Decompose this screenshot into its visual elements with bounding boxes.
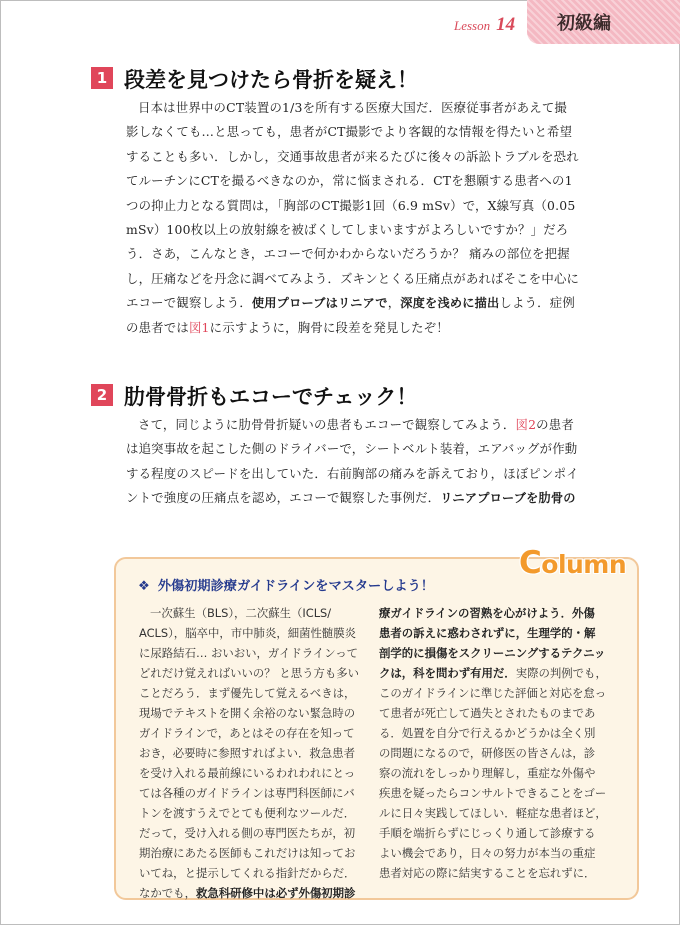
section-2-body bbox=[126, 413, 636, 511]
column-line: 手順を端折らずにじっくり通して診療する bbox=[379, 826, 596, 840]
body-line: することも多い．しかし，交通事故患者が来るたびに後々の訴訟トラブルを恐れ bbox=[126, 148, 579, 164]
column-line: 期治療にあたる医師もこれだけは知ってお bbox=[139, 846, 356, 860]
body-line: する程度のスピードを出していた．右前胸部の痛みを訴えており，ほぼピンポイ bbox=[126, 465, 579, 481]
section-2-number: 2 bbox=[91, 384, 113, 406]
section-1-body bbox=[126, 96, 636, 340]
body-line: 日本は世界中のCT装置の1/3を所有する医療大国だ．医療従事者があえて撮 bbox=[138, 100, 567, 115]
column-line: いてね，と提示してくれる指針だからだ． bbox=[139, 866, 356, 880]
body-line: し，圧痛などを丹念に調べてみよう．ズキンとくる圧痛点があればそこを中心に bbox=[126, 270, 580, 286]
emphasis-text: 使用プローブはリニアで bbox=[251, 296, 388, 311]
body-line: エコーで観察しよう．使用プローブはリニアで，深度を浅めに描出しよう．症例 bbox=[126, 295, 575, 311]
column-line: ルに日々実践してほしい．軽症な患者ほど， bbox=[379, 806, 607, 820]
body-line: てルーチンにCTを撮るべきなのか，常に悩まされる．CTを懇願する患者への1 bbox=[126, 173, 573, 189]
column-line: ことだろう．まず優先して覚えるべきは， bbox=[139, 686, 356, 700]
body-line: う．さあ，こんなとき，エコーで何かわからないだろうか？ 痛みの部位を把握 bbox=[126, 246, 570, 262]
body-line: の患者では図1に示すように，胸骨に段差を発見したぞ！ bbox=[126, 319, 449, 335]
column-line: おき，必要時に参照すればよい．救急患者 bbox=[139, 746, 355, 760]
section-2-title: 肋骨骨折もエコーでチェック！ bbox=[124, 385, 418, 409]
column-line: どれだけ覚えればいいの？ と思う方も多い bbox=[139, 666, 360, 680]
column-line: 患者対応の際に結実することを忘れずに． bbox=[379, 866, 596, 880]
column-line: を受け入れる最前線にいるわれわれにとっ bbox=[139, 766, 356, 780]
body-line: 影しなくても…と思っても，患者がCT撮影でより客観的な情報を得たいと希望 bbox=[126, 124, 573, 140]
column-left-text bbox=[139, 603, 379, 903]
column-line: に尿路結石… おいおい，ガイドラインって bbox=[139, 646, 359, 660]
emphasis-text: 深度を浅めに描出 bbox=[400, 296, 500, 311]
column-line: 疾患を疑ったらコンサルトできることをゴー bbox=[379, 786, 607, 800]
column-line: トンを渡すうえでとても便利なツールだ． bbox=[139, 806, 356, 820]
column-line: なかでも，救急科研修中は必ず外傷初期診 bbox=[139, 886, 356, 900]
column-line: 現場でテキストを開く余裕のない緊急時の bbox=[139, 706, 356, 720]
column-line: このガイドラインに準じた評価と対応を怠っ bbox=[379, 686, 607, 700]
emphasis-text: リニアプローブを肋骨の bbox=[440, 491, 576, 506]
column-line: の問題になるので，研修医の皆さんは，診 bbox=[379, 746, 596, 760]
column-title: ❖ 外傷初期診療ガイドラインをマスターしよう！ bbox=[138, 579, 434, 594]
column-line: ACLS），脳卒中，市中肺炎，細菌性髄膜炎 bbox=[139, 626, 357, 640]
figure-ref-link[interactable]: 図2 bbox=[515, 417, 537, 432]
section-1-title: 段差を見つけたら骨折を疑え！ bbox=[124, 68, 418, 92]
lesson-number: 14 bbox=[496, 14, 516, 35]
section-1-number: 1 bbox=[91, 67, 113, 89]
lesson-label: Lesson 14 bbox=[454, 14, 516, 35]
column-line: 剖学的に損傷をスクリーニングするテクニッ bbox=[379, 646, 606, 660]
body-line: は追突事故を起こした側のドライバーで，シートベルト装着，エアバッグが作動 bbox=[126, 441, 578, 457]
figure-ref-link[interactable]: 図1 bbox=[188, 319, 210, 335]
column-line: ては各種のガイドラインは専門科医師にバ bbox=[139, 786, 355, 800]
body-line: つの抑止力となる質問は，「胸部のCT撮影1回（6.9 mSv）で，X線写真（0.05 bbox=[126, 197, 576, 213]
level-tab bbox=[527, 0, 680, 44]
column-line: て患者が死亡して過失とされたものまであ bbox=[379, 706, 596, 720]
column-line: よい機会であり，日々の努力が本当の重症 bbox=[379, 846, 596, 860]
column-line: 察の流れをしっかり理解し，重症な外傷や bbox=[379, 766, 596, 780]
level-label: 初級編 bbox=[557, 13, 611, 34]
column-logo: Column bbox=[519, 545, 627, 581]
emphasis-text: 救急科研修中は必ず外傷初期診 bbox=[195, 886, 356, 900]
column-line: だって，受け入れる側の専門医たちが，初 bbox=[139, 826, 356, 840]
column-line: 療ガイドラインの習熟を心がけよう．外傷 bbox=[379, 606, 595, 620]
column-right-text bbox=[379, 603, 619, 883]
diamond-icon: ❖ bbox=[138, 579, 150, 594]
column-line: 一次蘇生（BLS），二次蘇生（ICLS/ bbox=[150, 606, 332, 620]
column-line: 患者の訴えに惑わされずに，生理学的・解 bbox=[379, 626, 596, 640]
body-line: ントで強度の圧痛点を認め，エコーで観察した事例だ．リニアプローブを肋骨の bbox=[126, 490, 576, 506]
column-line: クは，科を問わず有用だ．実際の判例でも， bbox=[379, 666, 607, 680]
column-line: ガイドラインで，あとはその存在を知って bbox=[139, 726, 355, 740]
column-line: る．処置を自分で行えるかどうかは全く別 bbox=[379, 726, 596, 740]
body-line: mSv）100枚以上の放射線を被ばくしてしまいますがよろしいですか？」だろ bbox=[126, 222, 569, 238]
body-line: さて，同じように肋骨骨折疑いの患者もエコーで観察してみよう．図2の患者 bbox=[138, 417, 574, 432]
